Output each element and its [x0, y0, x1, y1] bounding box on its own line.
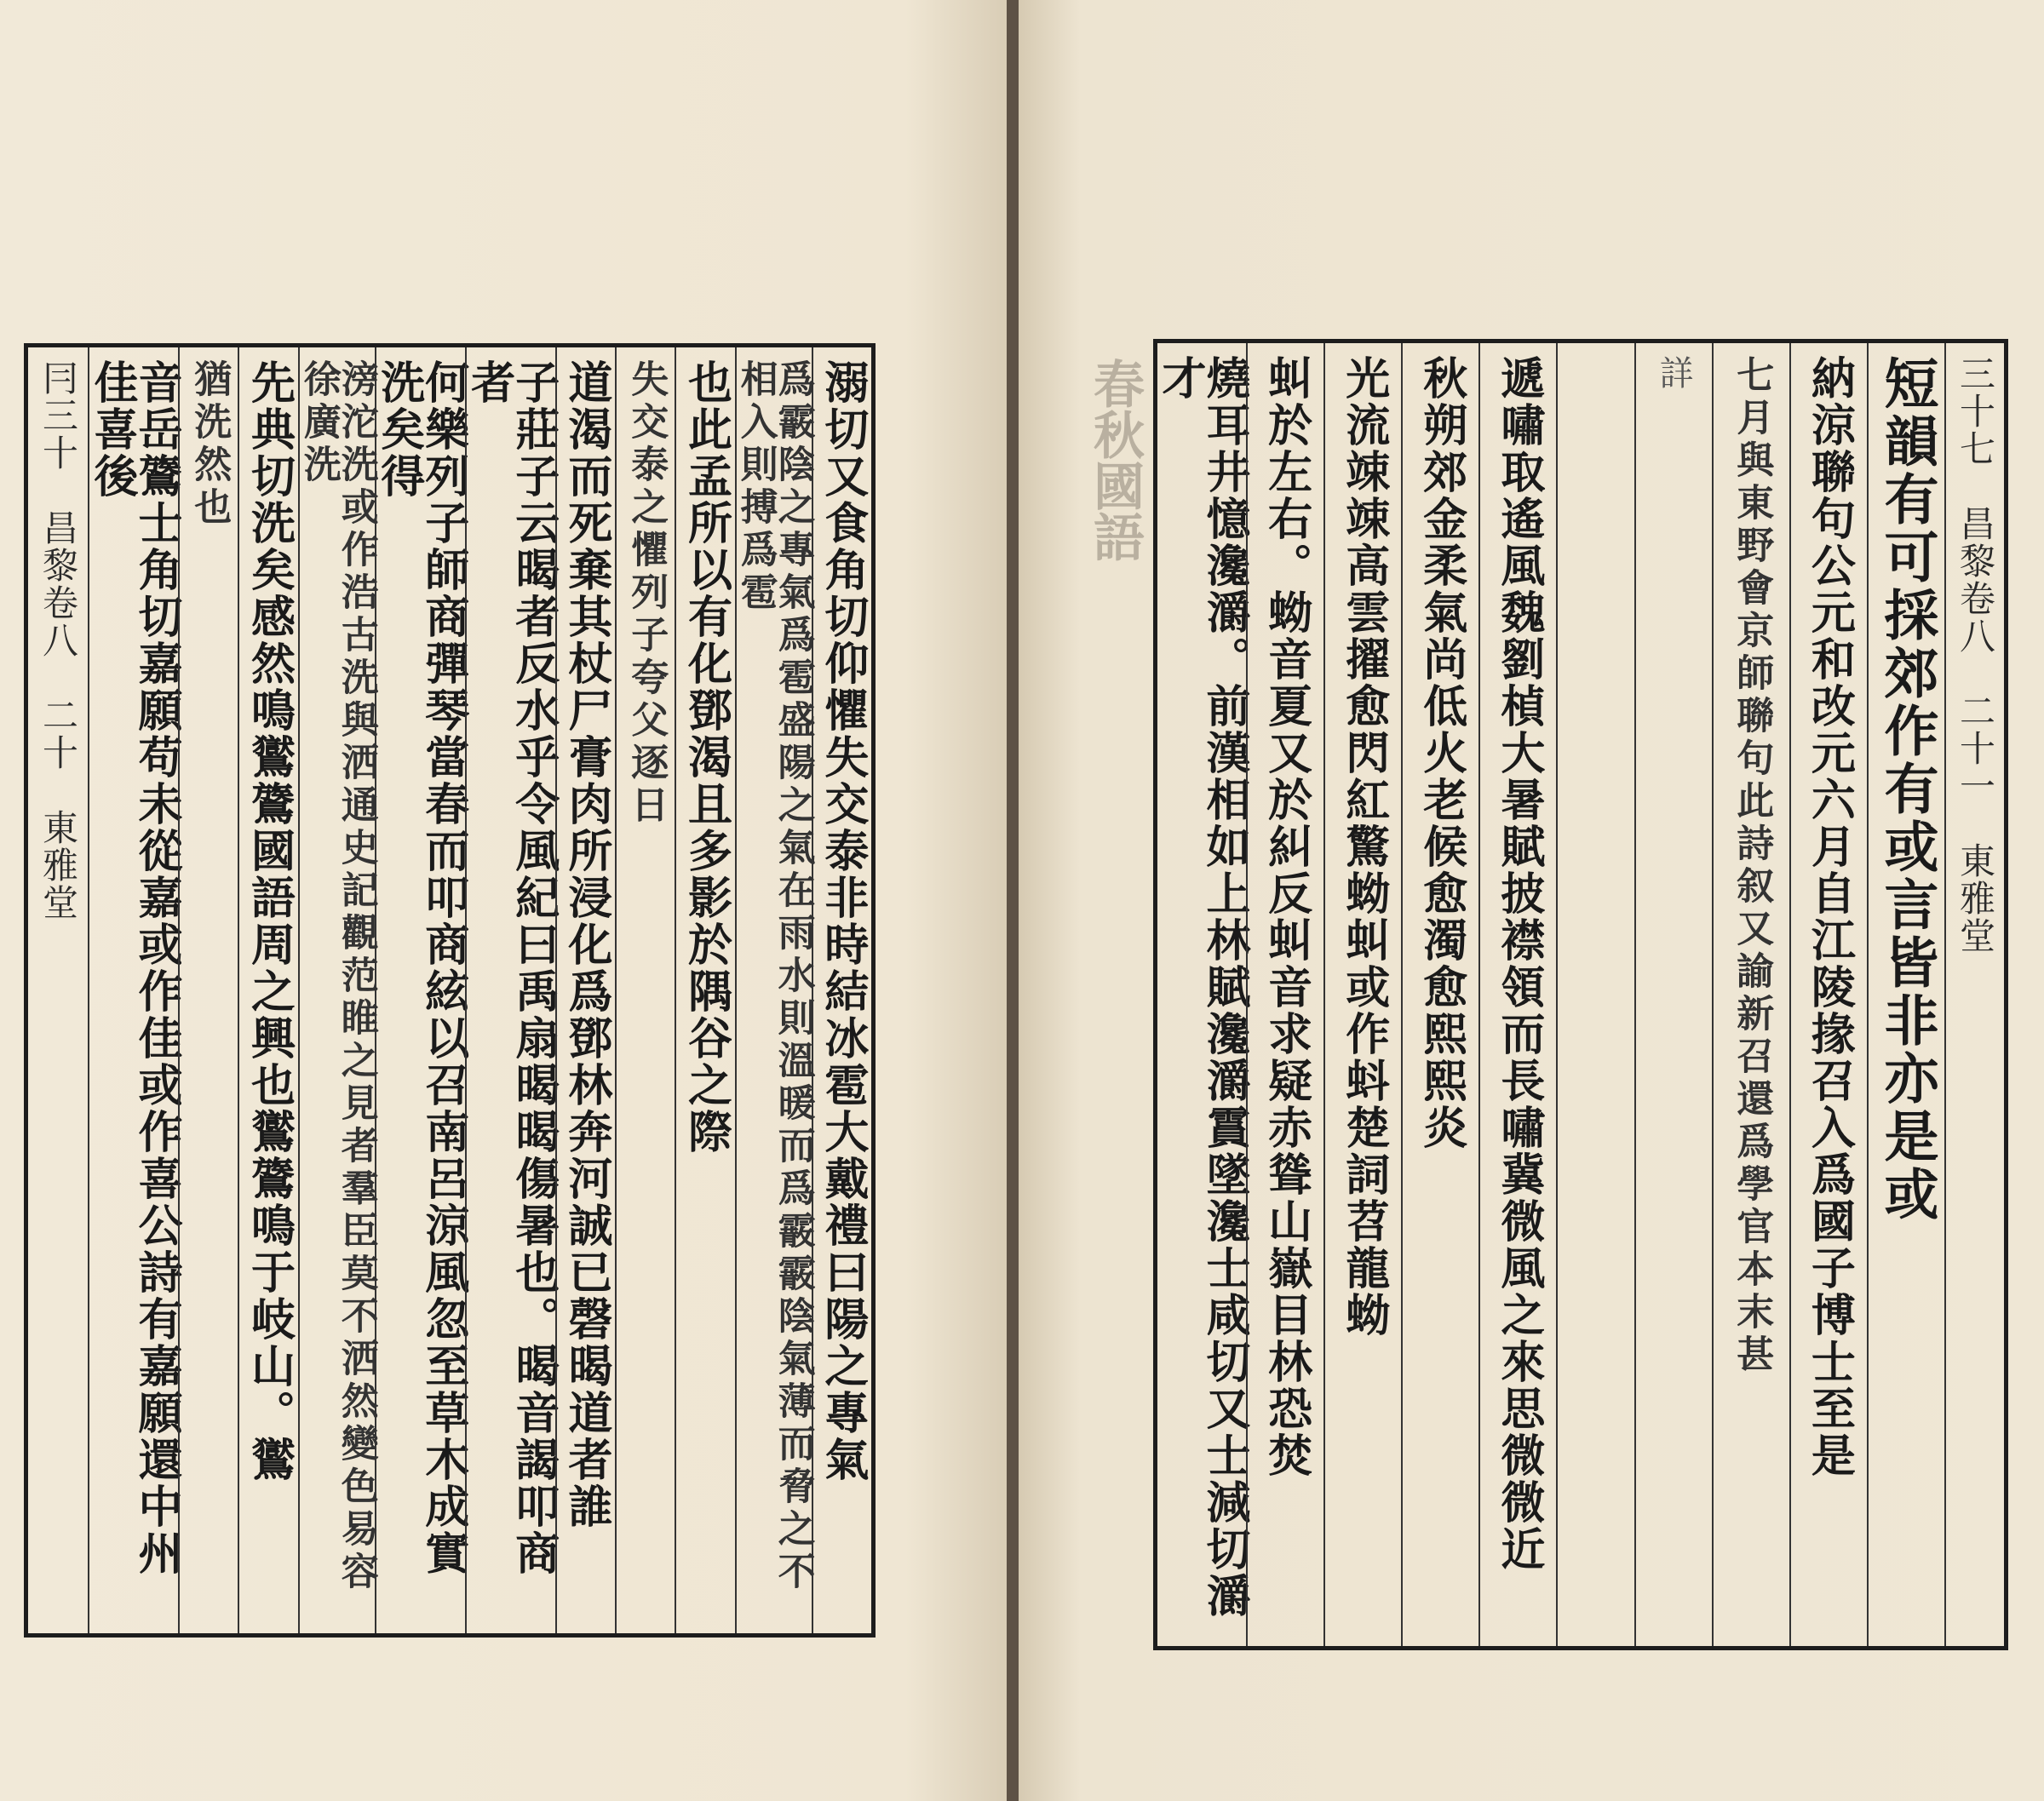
text-column: 何樂列子師商彈琴當春而叩商絃以召南呂涼風忽至草木成實洗矣得: [375, 347, 465, 1633]
text-column: 溺切又食角切仰懼失交泰非時結冰雹大戴禮曰陽之專氣: [812, 347, 871, 1633]
text-column: 光流竦竦高雲擢愈閃紅驚蚴虯或作蚪楚詞苕龍蚴: [1323, 343, 1401, 1646]
right-page: [1019, 0, 2044, 1801]
text-column: 遞嘯取遙風魏劉楨大暑賦披襟領而長嘯冀微風之來思微微近: [1478, 343, 1556, 1646]
left-text-frame: [24, 343, 876, 1638]
text-column: 七月與東野會京師聯句此詩叙又諭新召還爲學官本末甚: [1712, 343, 1789, 1646]
text-column: 猶洗然也: [178, 347, 238, 1633]
book-gutter: [1007, 0, 1019, 1801]
text-column: 秋朔郊金柔氣尚低火老候愈濁愈熙熙炎: [1401, 343, 1478, 1646]
text-column: 虯於左右。蚴音夏又於糾反虯音求疑赤聳山嶽目林恐焚: [1246, 343, 1323, 1646]
text-column: 先典切洗矣感然鳴鸑鷟國語周之興也鸑鷟鳴于岐山。鸑: [238, 347, 297, 1633]
text-column: 也此孟所以有化鄧渴且多影於隅谷之際: [675, 347, 734, 1633]
text-column: 子莊子云暍者反水乎令風紀曰禹扇暍暍傷暑也。暍音謁叩商者: [465, 347, 555, 1633]
text-column: 音岳鷟士角切嘉願苟未從嘉或作佳或作喜公詩有嘉願還中州佳喜後: [88, 347, 178, 1633]
text-column: 爲霰陰之專氣爲雹盛陽之氣在雨水則溫暖而爲霰霰陰氣薄而脅之不相入則搏爲雹: [735, 347, 812, 1633]
text-column: 道渴而死棄其杖尸膏肉所浸化爲鄧林奔河誠已磬暍道者誰: [555, 347, 615, 1633]
text-column: 滂沱洗或作浩古洗與洒通史記觀范睢之見者羣臣莫不洒然變色易容徐廣洗: [298, 347, 375, 1633]
page-margin-label: 冃三十 昌黎卷八 二十 東雅堂: [37, 359, 80, 921]
text-column: 失交泰之懼列子夸父逐日: [615, 347, 675, 1633]
page-margin-label: 三十七 昌黎卷八 二十一 東雅堂: [1944, 343, 2004, 1646]
text-column: 詳: [1634, 343, 1712, 1646]
text-column: 短韻有可採郊作有或言皆非亦是或: [1867, 343, 1944, 1646]
empty-column: [1556, 343, 1633, 1646]
left-page: [0, 0, 1007, 1801]
text-column: 納涼聯句公元和改元六月自江陵掾召入爲國子博士至是: [1789, 343, 1867, 1646]
right-text-frame: [1153, 339, 2008, 1650]
show-through-text: 春秋國語: [1085, 358, 1145, 562]
text-column: 燒耳井憶瀺灂。前漢相如上林賦瀺灂霣墜瀺士咸切又士減切灂才: [1154, 355, 1251, 1620]
